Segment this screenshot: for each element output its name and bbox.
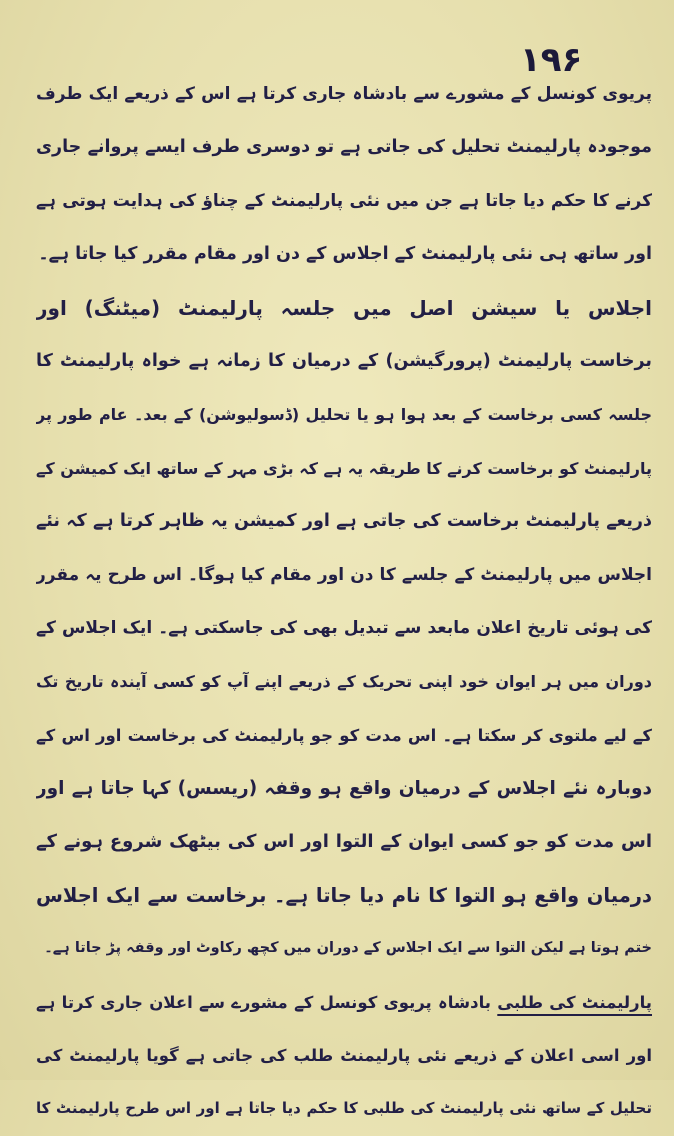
heading-line bbox=[36, 976, 652, 1029]
text-line: کی ہوئی تاریخ اعلان مابعد سے تبدیل بھی کی جاسکتی ہے۔ ایک اجلاس کے bbox=[36, 617, 652, 638]
paragraph-heading: پارلیمنٹ کی طلبی bbox=[497, 992, 652, 1012]
body-text bbox=[36, 68, 652, 1136]
text-line: تحلیل کے ساتھ نئی پارلیمنٹ کی طلبی کا حکم دیا جاتا ہے اور اس طرح پارلیمنٹ کا bbox=[36, 1099, 652, 1118]
text-line: درمیان واقع ہو التوا کا نام دیا جاتا ہے۔ برخاست سے ایک اجلاس bbox=[36, 883, 652, 907]
text-line: ذریعے پارلیمنٹ برخاست کی جاتی ہے اور کمیشن یہ ظاہر کرتا ہے کہ نئے bbox=[36, 511, 652, 532]
text-line: دوبارہ نئے اجلاس کے درمیان واقع ہو وقفہ (ریسس) کہا جاتا ہے اور bbox=[36, 778, 652, 800]
text-line: پارلیمنٹ کو برخاست کرنے کا طریقہ یہ ہے کہ بڑی مہر کے ساتھ ایک کمیشن کے bbox=[36, 458, 652, 478]
text-line: برخاست پارلیمنٹ (پرورگیشن) کے درمیان کا زمانہ ہے خواہ پارلیمنٹ کا bbox=[36, 350, 652, 371]
text-line: کے لیے ملتوی کر سکتا ہے۔ اس مدت کو جو پارلیمنٹ کی برخاست اور اس کے bbox=[36, 725, 652, 745]
text-line: موجودہ پارلیمنٹ تحلیل کی جاتی ہے تو دوسری طرف ایسے پروانے جاری bbox=[36, 137, 652, 158]
page-number: ۱۹۶ bbox=[520, 40, 583, 80]
text-line: دوران میں ہر ایوان خود اپنی تحریک کے ذریعے اپنے آپ کو کسی آیندہ تاریخ تک bbox=[36, 672, 652, 692]
text-line: اور ساتھ ہی نئی پارلیمنٹ کے اجلاس کے دن اور مقام مقرر کیا جاتا ہے۔ bbox=[38, 244, 652, 265]
text-line: کرنے کا حکم دیا جاتا ہے جن میں نئی پارلیمنٹ کے چناؤ کی ہدایت ہوتی ہے bbox=[36, 190, 652, 211]
text-line: اور اسی اعلان کے ذریعے نئی پارلیمنٹ طلب کی جاتی ہے گویا پارلیمنٹ کی bbox=[36, 1046, 652, 1066]
text-line: پریوی کونسل کے مشورے سے بادشاہ جاری کرتا ہے اس کے ذریعے ایک طرف bbox=[36, 84, 652, 104]
text-line: اجلاس یا سیشن اصل میں جلسہ پارلیمنٹ (میٹنگ) اور bbox=[36, 295, 652, 320]
text-line: جلسہ کسی برخاست کے بعد ہوا ہو یا تحلیل (ڈسولیوشن) کے بعد۔ عام طور پر bbox=[36, 405, 652, 425]
heading-line-rest: بادشاہ پریوی کونسل کے مشورے سے اعلان جاری کرتا ہے bbox=[36, 992, 491, 1012]
text-line: اس مدت کو جو کسی ایوان کے التوا اور اس کی بیٹھک شروع ہونے کے bbox=[36, 831, 652, 853]
text-line: اجلاس میں پارلیمنٹ کے جلسے کا دن اور مقام کیا ہوگا۔ اس طرح یہ مقرر bbox=[36, 564, 652, 585]
text-line: ختم ہوتا ہے لیکن التوا سے ایک اجلاس کے دوران میں کچھ رکاوٹ اور وقفہ پڑ جاتا ہے۔ bbox=[44, 940, 652, 957]
